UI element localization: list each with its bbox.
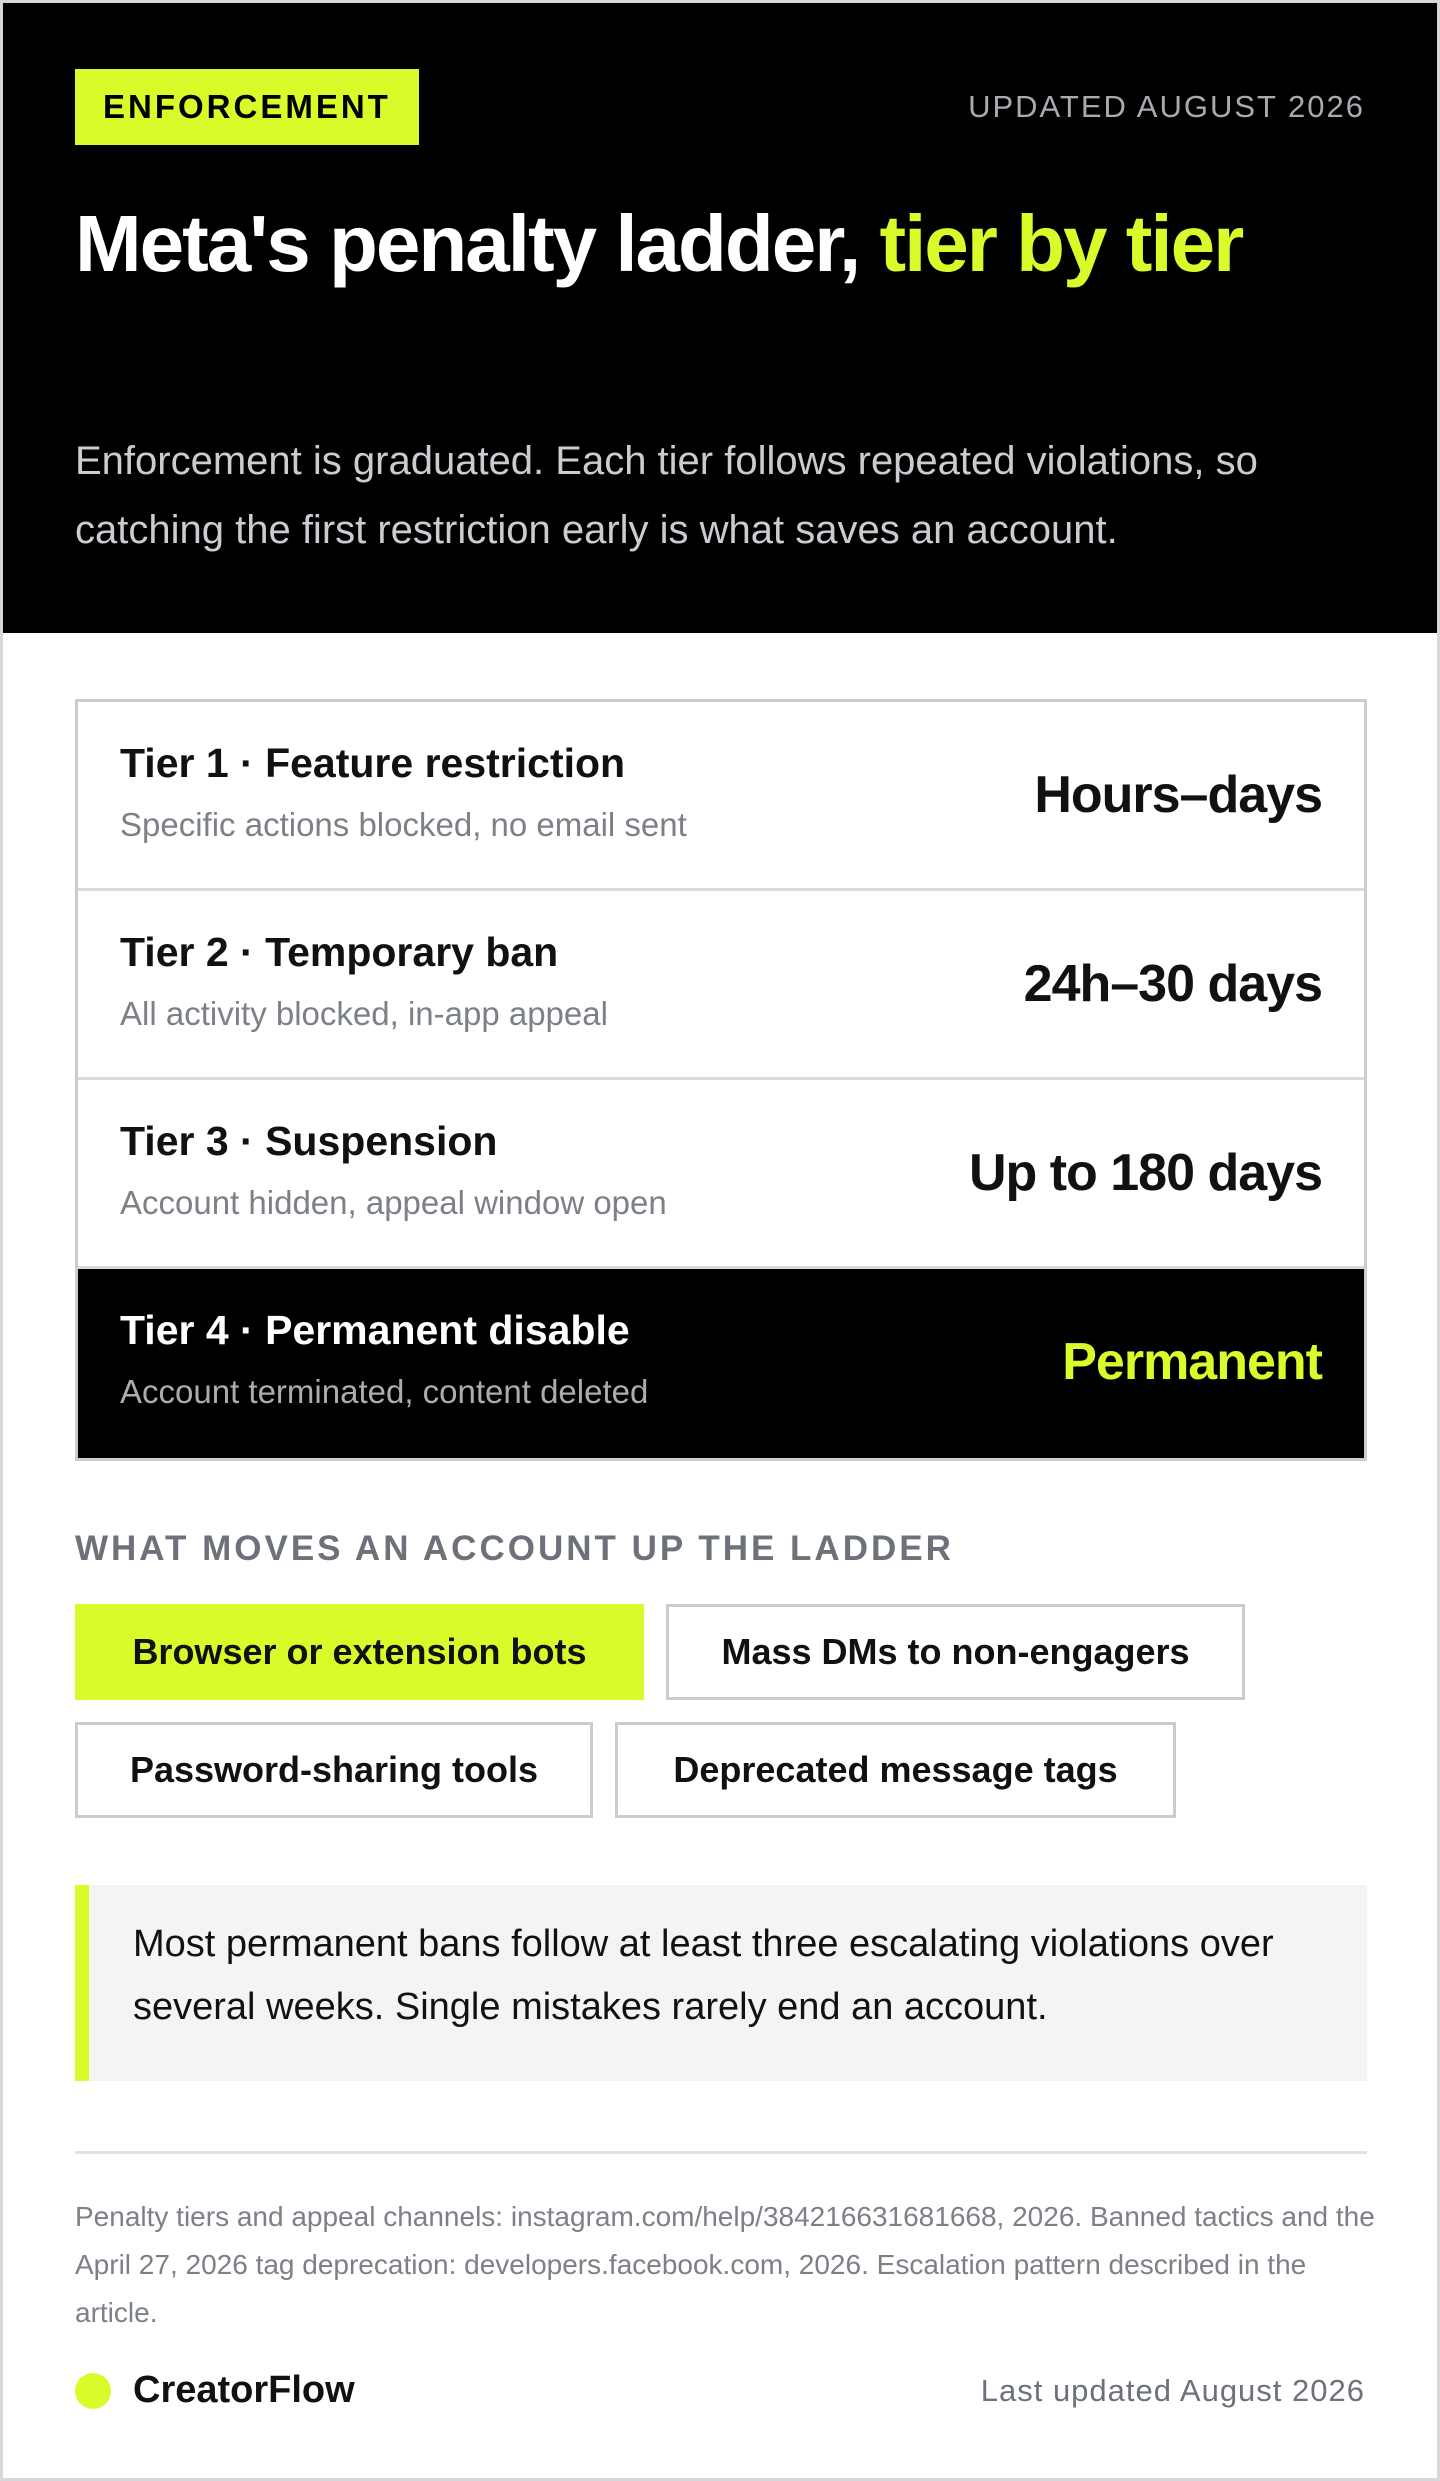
tier-name: Tier 2 · Temporary ban [120,929,559,975]
tier-row-4 [78,1269,1364,1458]
page-title [75,195,1335,293]
tier-table [75,699,1367,1461]
tier-duration: Permanent [1062,1333,1322,1391]
category-badge: ENFORCEMENT [75,69,419,145]
updated-date-bottom: Last updated August 2026 [980,2373,1365,2408]
tactic-chip-mass-dms: Mass DMs to non-engagers [666,1604,1245,1700]
tactic-chip-deprecated-tags: Deprecated message tags [615,1722,1176,1818]
brand-name: CreatorFlow [133,2369,355,2411]
title-main: Meta's penalty ladder, [75,199,880,288]
tier-description: All activity blocked, in-app appeal [120,995,608,1032]
title-accent: tier by tier [879,199,1243,288]
page-subtitle: Enforcement is graduated. Each tier follows repeated violations, so catching the first restriction early is what saves an account. [75,439,1258,552]
tactic-chip-password-sharing: Password-sharing tools [75,1722,593,1818]
tier-name: Tier 1 · Feature restriction [120,740,626,786]
sources-note: Penalty tiers and appeal channels: instagram.com/help/384216631681668, 2026. Banned tactics and the April 27, 2026 tag deprecation: developers.facebook.com, 2026. Escalation pattern described in the article. [75,2201,1375,2328]
tier-row-3 [78,1080,1364,1269]
tier-row-2 [78,891,1364,1080]
tier-name: Tier 4 · Permanent disable [120,1307,630,1353]
tier-duration: Hours–days [1034,766,1322,824]
callout-box [75,1885,1367,2081]
tier-description: Specific actions blocked, no email sent [120,806,687,843]
tier-name: Tier 3 · Suspension [120,1118,498,1164]
ladder-section-label: WHAT MOVES AN ACCOUNT UP THE LADDER [75,1529,954,1568]
brand-logo [75,2369,355,2412]
hero-header [3,3,1437,633]
tier-description: Account terminated, content deleted [120,1373,649,1410]
tier-row-1 [78,702,1364,891]
divider [75,2151,1367,2154]
tier-duration: 24h–30 days [1023,955,1322,1013]
tier-duration: Up to 180 days [968,1144,1322,1202]
brand-dot-icon [75,2373,111,2409]
updated-date-top: UPDATED AUGUST 2026 [968,89,1365,124]
callout-text: Most permanent bans follow at least three escalating violations over several weeks. Single mistakes rarely end an account. [133,1923,1274,2028]
tactic-chip-bots: Browser or extension bots [75,1604,644,1700]
tier-description: Account hidden, appeal window open [120,1184,667,1221]
